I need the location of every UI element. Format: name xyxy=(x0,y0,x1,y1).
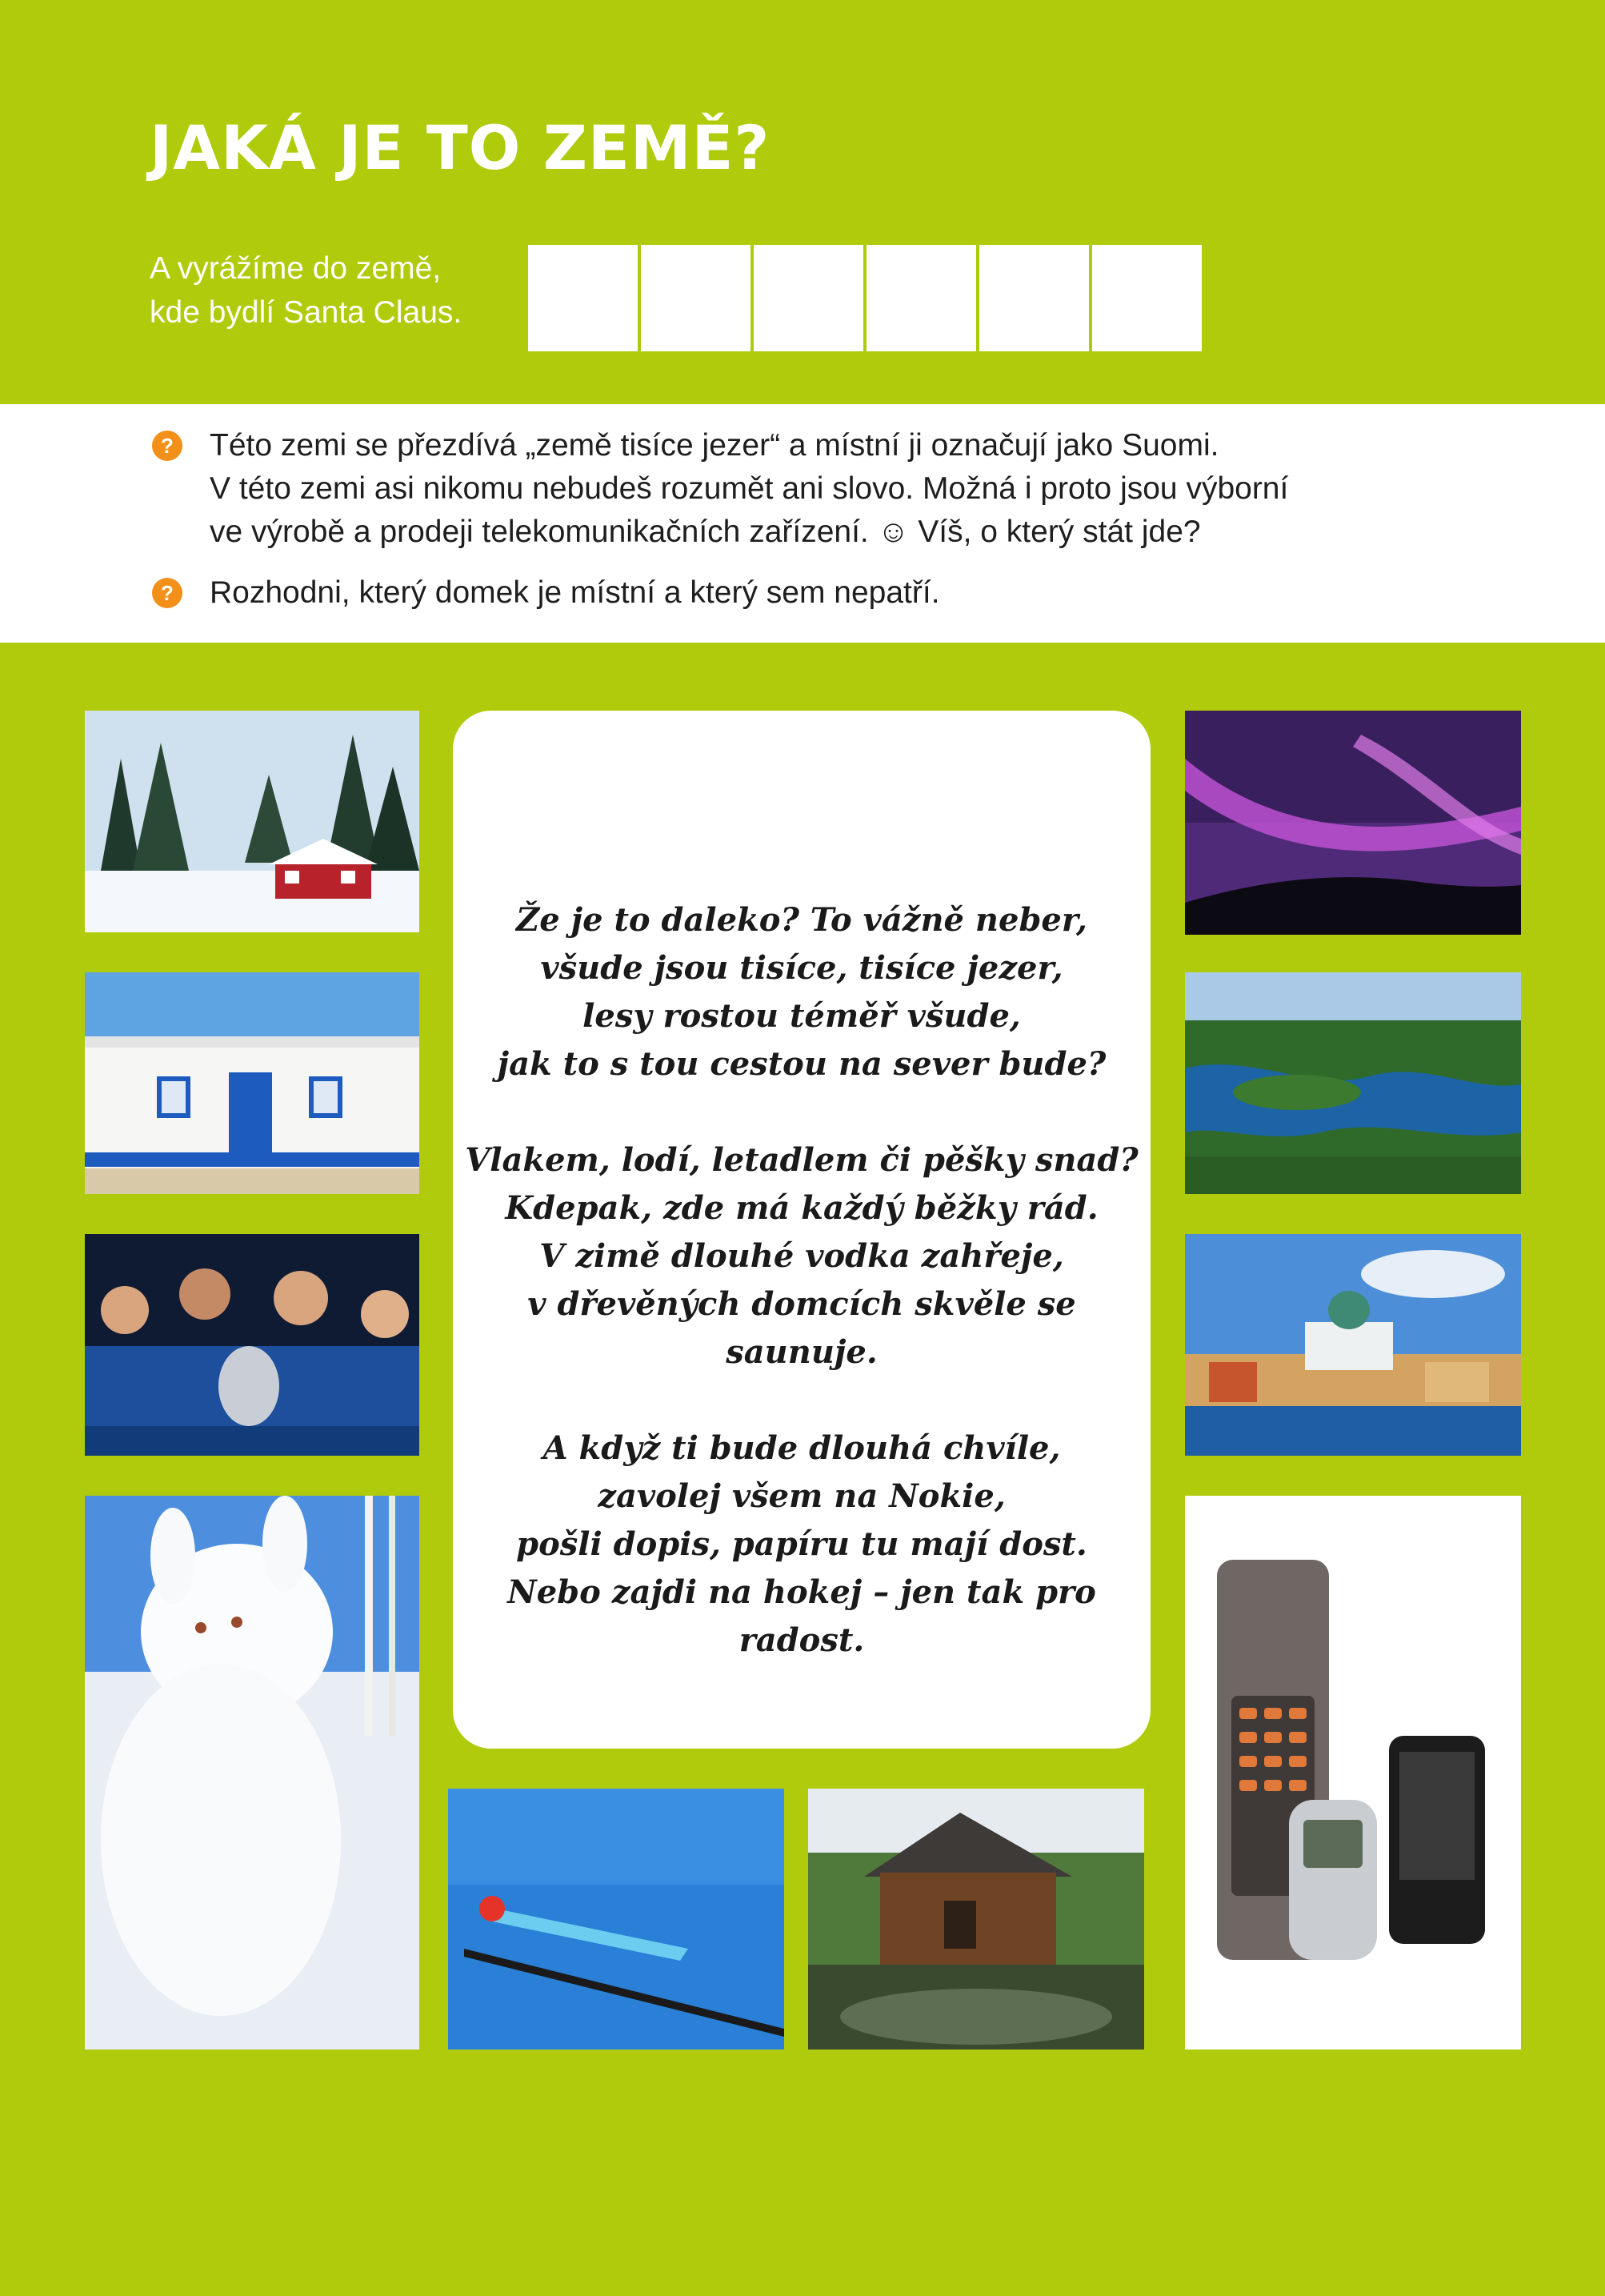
poem xyxy=(453,896,1151,1713)
question-1-text: Této zemi se přezdívá „země tisíce jezer“ a místní ji označují jako Suomi. V této zemi asi nikomu nebudeš rozumět ani slovo. Možná i proto jsou výborní ve výrobě a prodeji telekomunikačních zařízení. ☺ Víš, o který stát jde? xyxy=(210,428,1289,549)
photo-red-cabin-in-snow xyxy=(85,711,419,932)
intro-line-2: kde bydlí Santa Claus. xyxy=(150,295,462,330)
question-1 xyxy=(152,424,1288,554)
poem-stanza-3: A když ti bude dlouhá chvíle, zavolej všem na Nokie, pošli dopis, papíru tu mají dost. Nebo zajdi na hokej – jen tak pro radost. xyxy=(507,1429,1096,1659)
page-title: JAKÁ JE TO ZEMĚ? xyxy=(150,112,770,183)
photo-helsinki-harbour xyxy=(1185,1234,1521,1456)
photo-hockey-team xyxy=(85,1234,419,1456)
answer-box[interactable] xyxy=(1092,245,1202,351)
intro-text xyxy=(150,246,502,335)
photo-ski-jumper xyxy=(448,1789,784,2050)
photo-forest-lake xyxy=(1185,972,1521,1194)
answer-box[interactable] xyxy=(754,245,863,351)
question-2-text: Rozhodni, který domek je místní a který sem nepatří. xyxy=(210,575,940,610)
poem-stanza-2: Vlakem, lodí, letadlem či pěšky snad? Kdepak, zde má každý běžky rád. V zimě dlouhé vodka zahřeje, v dřevěných domcích skvěle se saunuje. xyxy=(465,1141,1139,1371)
photo-sauna-cabin xyxy=(808,1789,1144,2050)
question-icon: ? xyxy=(152,578,182,608)
answer-box[interactable] xyxy=(641,245,750,351)
question-icon: ? xyxy=(152,431,182,461)
photo-northern-lights xyxy=(1185,711,1521,935)
photo-blue-white-house xyxy=(85,972,419,1194)
answer-box[interactable] xyxy=(528,245,638,351)
answer-box[interactable] xyxy=(867,245,976,351)
answer-box[interactable] xyxy=(979,245,1089,351)
poem-card xyxy=(453,711,1151,1749)
photo-snow-sculpture xyxy=(85,1496,419,2050)
question-2 xyxy=(152,571,940,615)
answer-boxes xyxy=(528,245,1202,351)
photo-mobile-phones xyxy=(1185,1496,1521,2050)
poem-stanza-1: Že je to daleko? To vážně neber, všude jsou tisíce, tisíce jezer, lesy rostou téměř všude, jak to s tou cestou na sever bude? xyxy=(497,901,1107,1083)
intro-line-1: A vyrážíme do země, xyxy=(150,251,442,286)
